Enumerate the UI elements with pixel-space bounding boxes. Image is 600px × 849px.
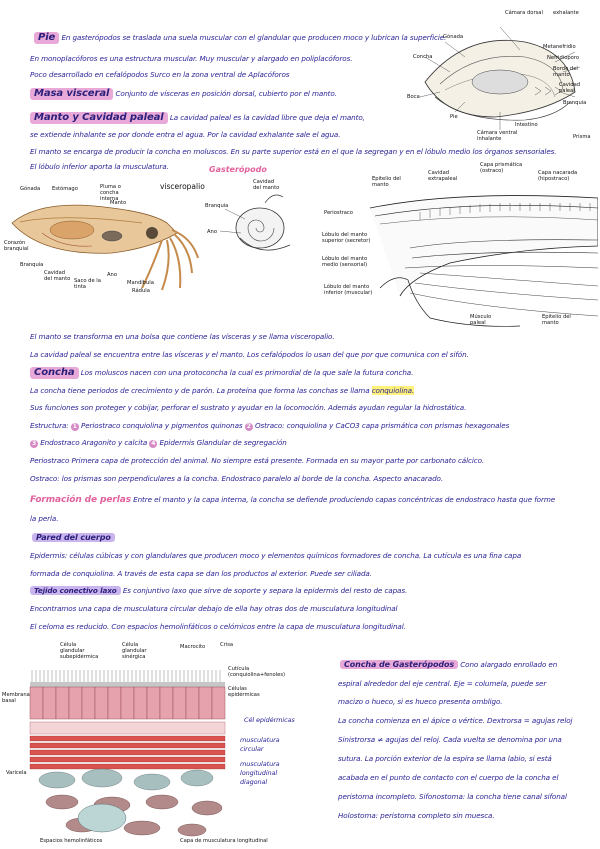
mantle-section-figure (320, 162, 598, 340)
concha-gas-text-7: peristoma incompleto. Sifonostoma: la concha tiene canal sifonal (338, 792, 567, 801)
manto-title: Manto y Cavidad paleal (30, 112, 168, 124)
concha-text-3: Sus funciones son proteger y cobijar, perforar el sustrato y ayudar en la locomoción. Además ayudan regular la hidrostática. (30, 403, 467, 412)
squid-figure (2, 178, 205, 298)
label-ano-snail: Ano (207, 229, 218, 235)
pared-text-2: formada de conquiolina. A través de esta capa se dan los productos al exterior. Puede ser ciliada. (30, 569, 372, 578)
structure-number-4: 4 (151, 440, 156, 447)
label-epitelio-manto-1: Epitelio del manto (372, 176, 401, 188)
masa-title: Masa visceral (30, 88, 113, 100)
concha-gas-text-1: espiral alrededor del eje central. Eje = columela, puede ser (338, 679, 547, 688)
mollusc-diagram-figure (405, 12, 595, 142)
manto-text-4: El lóbulo inferior aporta la musculatura. (30, 162, 169, 171)
label-lobulo-medio: Lóbulo del manto medio (sensorial) (322, 256, 368, 268)
manto2-text-2: La cavidad paleal se encuentra entre las vísceras y el manto. Los cefalópodos lo usan del que por que comunica con el sifón. (30, 350, 469, 359)
manto-text-1: La cavidad paleal es la cavidad libre que deja el manto, (169, 113, 365, 122)
structure-ostraco: Ostraco: conquiolina y CaCO3 capa prismática con prismas hexagonales (254, 421, 510, 430)
label-capa-prismatica: Capa prismática (ostraco) (480, 162, 523, 174)
concha-line-2 (30, 386, 414, 395)
pared-title: Pared del cuerpo (32, 533, 115, 542)
label-estomago: Estómago (52, 186, 78, 192)
hand-musculatura-circular: musculatura circular (240, 736, 280, 753)
label-capa-musculatura-long: Capa de musculatura longitudinal (180, 838, 268, 844)
label-membrana-basal: Membrana basal (2, 692, 30, 704)
pie-text-1: En gasterópodos se traslada una suela muscular con el glandular que producen moco y lubrican la superficie. (61, 33, 447, 42)
label-saco-tinta: Saco de la tinta (74, 278, 101, 290)
pie-text-2: En monoplacóforos es una estructura muscular. Muy muscular y alargado en poliplacóforos. (30, 54, 353, 63)
masa-line (30, 88, 337, 100)
concha-text-4: Periostraco Primera capa de protección del animal. No siempre está presente. Formada en su mayor parte por carbonato cálcico. (30, 456, 485, 465)
pie-title: Pie (34, 32, 59, 44)
label-capa-nacarada: Capa nacarada (hipostraco) (538, 170, 578, 182)
concha-gas-line-0 (340, 660, 557, 669)
hand-musculatura-longitudinal: musculatura longitudinal diagonal (240, 760, 280, 786)
concha-title: Concha (30, 367, 79, 379)
pared-text-3: Es conjuntivo laxo que sirve de soporte y separa la epidermis del resto de capas. (122, 586, 408, 595)
label-radula: Rádula (132, 288, 150, 294)
label-borde-manto: Borde del manto (553, 66, 578, 78)
label-metanefridio: Metanefridio (543, 44, 576, 50)
pared-text-4: Encontramos una capa de musculatura circular debajo de ella hay otras dos de musculatura longitudinal (30, 604, 398, 613)
structure-number-1: 1 (72, 423, 77, 430)
concha-structure-line-2 (30, 438, 287, 448)
structure-number-2: 2 (246, 423, 251, 430)
label-periostraco: Periostraco (324, 210, 353, 216)
label-cavidad-extrapaleal: Cavidad extrapaleal (428, 170, 458, 182)
label-corazon-branquial: Corazón branquial (4, 240, 29, 252)
label-cavidad-manto-snail: Cavidad del manto (253, 179, 280, 191)
label-nefridioporo: Nefridioporo (547, 55, 580, 61)
label-mandibula: Mandíbula (127, 280, 154, 286)
label-cavidad-paleal-top: Cavidad paleal (559, 82, 581, 94)
label-branquia-squid: Branquia (20, 262, 44, 268)
tejido-conectivo-label: Tejido conectivo laxo (30, 586, 121, 595)
label-boca: Boca (407, 94, 420, 100)
concha-text-1: Los moluscos nacen con una protoconcha la cual es primordial de la que sale la futura concha. (80, 368, 414, 377)
label-manto-squid: Manto (110, 200, 127, 206)
label-camara-dorsal: Cámara dorsal (505, 10, 543, 16)
structure-number-3: 3 (31, 440, 37, 447)
masa-text: Conjunto de vísceras en posición dorsal, cubierto por el manto. (115, 89, 337, 98)
label-macrocito: Macrocito (180, 644, 206, 650)
label-gonada-squid: Gónada (20, 186, 41, 192)
perlas-text-2: la perla. (30, 514, 59, 523)
structure-endostraco: Endostraco Aragonito y calcita (40, 438, 148, 447)
label-cuticula: Cutícula (conquiolina+fenoles) (228, 666, 286, 678)
label-branquia-snail: Branquia (205, 203, 229, 209)
label-musculo-paleal: Músculo paleal (470, 314, 492, 326)
concha-gas-text-8: Holostoma: peristoma completo sin muesca. (338, 811, 495, 820)
concha-gas-title: Concha de Gasterópodos (340, 660, 458, 669)
concha-gas-text-2: macizo o hueco, si es hueco presenta ombligo. (338, 697, 503, 706)
label-ano-squid: Ano (107, 272, 118, 278)
structure-periostraco: Periostraco conquiolina y pigmentos quinonas (81, 421, 243, 430)
concha-gas-intro: Cono alargado enrollado en (460, 660, 558, 669)
label-lobulo-inferior: Lóbulo del manto inferior (muscular) (324, 284, 373, 296)
estructura-label: Estructura: (30, 421, 69, 430)
pared-text-5: El celoma es reducido. Con espacios hemolinfáticos o celómicos entre la capa de musculatura longitudinal. (30, 622, 406, 631)
label-celulas-epidermicas: Células epidérmicas (228, 686, 260, 698)
label-branquia-top: Branquia (563, 100, 587, 106)
label-concha-top: Concha (413, 54, 433, 60)
label-camara-ventral: Cámara ventral inhalante (477, 130, 518, 142)
label-intestino: Intestino (515, 122, 538, 128)
label-gonada-top: Gónada (443, 34, 464, 40)
label-celula-glandular-sin: Célula glandular sinérgica (122, 642, 147, 660)
concha-gas-text-6: acabada en el punto de contacto con el cuerpo de la concha el (338, 773, 559, 782)
label-cavidad-manto: Cavidad del manto (44, 270, 71, 282)
pie-text-3: Poco desarrollado en cefalópodos Surco en la zona ventral de Aplacóforos (30, 70, 290, 79)
concha-text-5: Ostraco: los prismas son perpendiculares a la concha. Endostraco paralelo al borde de la concha. Aspecto anacarado. (30, 474, 444, 483)
pared-text-1: Epidermis: células cúbicas y con glandulares que producen moco y elementos químicos formadores de concha. La cutícula es una fina capa (30, 551, 522, 560)
label-visceropalio: visceropalio (160, 182, 205, 191)
label-exhalante: exhalante (553, 10, 579, 16)
pared-title-line (32, 533, 115, 542)
pie-line-1 (34, 32, 446, 44)
perlas-line-1 (30, 495, 555, 505)
concha-line-1 (30, 367, 413, 379)
manto-text-2: se extiende inhalante se por donde entra el agua. Por la cavidad exhalante sale el agua. (30, 130, 341, 139)
manto-line-1 (30, 112, 365, 124)
label-varicela: Varicela (6, 770, 27, 776)
label-pluma: Pluma o concha interna (100, 184, 121, 202)
concha-gas-text-5: sutura. La porción exterior de la espira se llama labio, si está (338, 754, 552, 763)
label-crisa: Crisa (220, 642, 234, 648)
label-celula-glandular-sub: Célula glandular subepidérmica (60, 642, 99, 660)
snail-figure (205, 165, 300, 260)
concha-text-2: La concha tiene periodos de crecimiento y de parón. La proteína que forma las conchas se llama (30, 386, 370, 395)
pared-line-3 (30, 586, 407, 595)
label-pie-top: Pie (450, 114, 458, 120)
body-wall-figure (2, 640, 302, 845)
manto2-text-1: El manto se transforma en una bolsa que contiene las vísceras y se llama visceropalio. (30, 332, 335, 341)
conquiolina-highlight: conquiolina. (371, 386, 415, 395)
perlas-title: Formación de perlas (30, 495, 131, 505)
hand-cel-epidermicas: Cél epidérmicas (244, 716, 295, 724)
structure-epidermis: Epidermis Glandular de segregación (159, 438, 287, 447)
perlas-text-1: Entre el manto y la capa interna, la concha se defiende produciendo capas concéntricas de endostraco hasta que forme (133, 495, 556, 504)
label-lobulo-superior: Lóbulo del manto superior (secretor) (322, 232, 371, 244)
concha-structure-line (30, 421, 509, 431)
label-espacios-hemolinfaticos: Espacios hemolinfáticos (40, 838, 103, 844)
concha-gas-text-4: Sinistrorsa ≠ agujas del reloj. Cada vuelta se denomina por una (338, 735, 562, 744)
manto-text-3: El manto se encarga de producir la concha en moluscos. En su parte superior está en el que la segregan y en el lóbulo medio los órganos sensoriales. (30, 147, 557, 156)
snail-title: Gasterópodo (209, 165, 267, 174)
label-prisma: Prisma (573, 134, 591, 140)
label-epitelio-manto-2: Epitelio del manto (542, 314, 571, 326)
concha-gas-text-3: La concha comienza en el ápice o vértice. Dextrorsa = agujas reloj (338, 716, 573, 725)
